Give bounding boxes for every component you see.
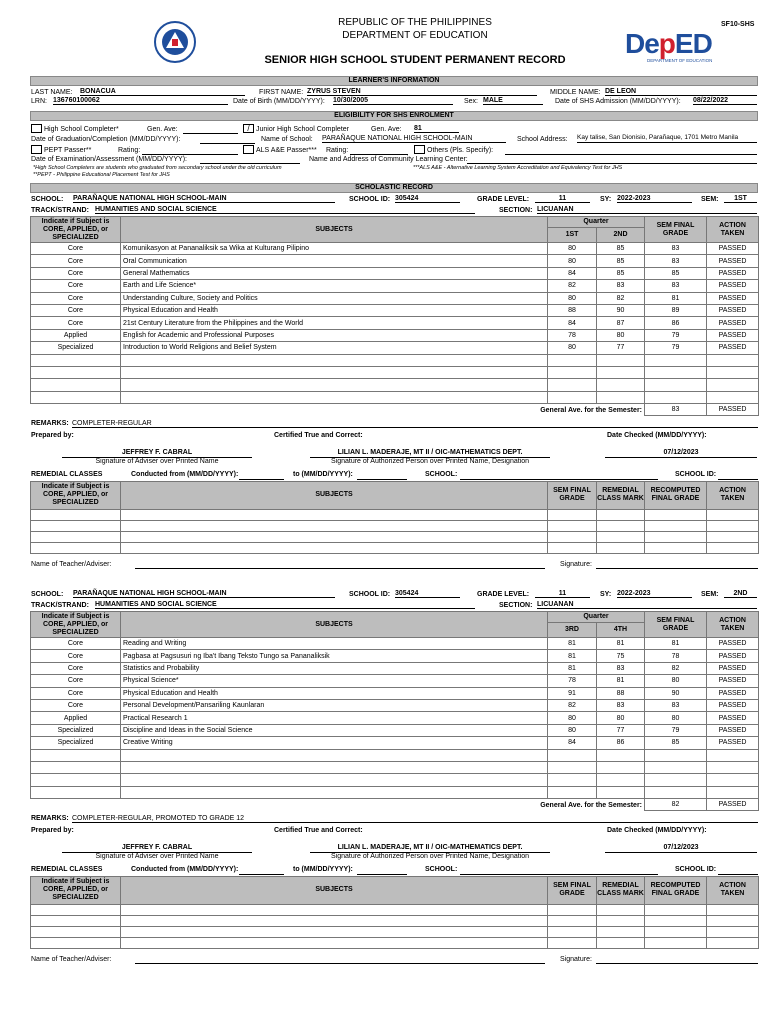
row-action: PASSED	[707, 342, 759, 354]
row-q1: 84	[548, 317, 597, 329]
dob-value: 10/30/2005	[333, 97, 453, 105]
row-q2: 80	[597, 712, 645, 724]
rem-school-label: SCHOOL:	[425, 470, 458, 478]
rem-col-recomputed: RECOMPUTED FINAL GRADE	[645, 481, 707, 509]
jhs-completer-checkbox[interactable]: /	[243, 124, 254, 133]
conducted-label: Conducted from (MM/DD/YYYY):	[131, 470, 239, 478]
row-type: Core	[31, 317, 121, 329]
row-subject: Oral Communication	[121, 255, 548, 267]
row-type: Core	[31, 304, 121, 316]
rating-label-1: Rating:	[118, 147, 141, 154]
row-type: Core	[31, 243, 121, 255]
row-subject: Physical Science*	[121, 675, 548, 687]
date-checked-value: 07/12/2023	[663, 448, 699, 456]
deped-logo: DepED DEPARTMENT OF EDUCATION	[625, 28, 713, 63]
date-checked-label: Date Checked (MM/DD/YYYY):	[607, 826, 707, 834]
signature-label: Signature:	[560, 955, 592, 963]
table-row	[31, 255, 759, 267]
adviser-sig-label: Signature of Adviser over Printed Name	[95, 457, 219, 465]
adviser-sig-label: Signature of Adviser over Printed Name	[95, 852, 219, 860]
school-value: PARAÑAQUE NATIONAL HIGH SCHOOL-MAIN	[73, 590, 335, 598]
row-q2: 83	[597, 662, 645, 674]
sex-value: MALE	[483, 97, 543, 105]
row-subject: Physical Education and Health	[121, 304, 548, 316]
col-action: ACTION TAKEN	[707, 612, 759, 638]
row-subject: 21st Century Literature from the Philippines and the World	[121, 317, 548, 329]
department-heading: DEPARTMENT OF EDUCATION	[342, 30, 488, 41]
row-q1: 80	[548, 712, 597, 724]
dob-label: Date of Birth (MM/DD/YYYY):	[233, 98, 325, 105]
remedial-table	[30, 481, 759, 554]
remarks-label: REMARKS:	[31, 419, 69, 427]
row-q1: 82	[548, 280, 597, 292]
empty-row	[31, 379, 759, 391]
row-subject: Discipline and Ideas in the Social Science	[121, 724, 548, 736]
auth-sig-label: Signature of Authorized Person over Printed Name, Designation	[330, 852, 530, 860]
row-subject: Pagbasa at Pagsusuri ng Iba't Ibang Teksto Tungo sa Pananaliksik	[121, 650, 548, 662]
gen-ave-label-1: Gen. Ave:	[147, 126, 178, 133]
note-als: ***ALS A&E - Alternative Learning System Accreditation and Equivalency Test for JHS	[413, 165, 623, 171]
row-subject: Personal Development/Pansariling Kaunlaran	[121, 699, 548, 711]
als-checkbox[interactable]	[243, 145, 254, 154]
table-row	[31, 650, 759, 662]
rem-col-recomputed: RECOMPUTED FINAL GRADE	[645, 876, 707, 904]
row-type: Applied	[31, 712, 121, 724]
row-action: PASSED	[707, 675, 759, 687]
row-final: 83	[645, 255, 707, 267]
rem-col-action: ACTION TAKEN	[707, 481, 759, 509]
rem-col-remedial-mark: REMEDIAL CLASS MARK	[597, 481, 645, 509]
page-title: SENIOR HIGH SCHOOL STUDENT PERMANENT RECORD	[264, 54, 566, 66]
admission-label: Date of SHS Admission (MM/DD/YYYY):	[555, 98, 681, 105]
row-q1: 88	[548, 304, 597, 316]
grade-level-label: GRADE LEVEL:	[477, 591, 530, 598]
row-subject: Komunikasyon at Pananaliksik sa Wika at Kulturang Pilipino	[121, 243, 548, 255]
remedial-row	[31, 520, 759, 531]
sy-label: SY:	[600, 196, 612, 203]
row-q2: 77	[597, 724, 645, 736]
empty-row	[31, 749, 759, 761]
grades-table	[30, 216, 759, 416]
table-row	[31, 724, 759, 736]
sy-value: 2022-2023	[617, 590, 692, 598]
remedial-table	[30, 876, 759, 949]
row-final: 81	[645, 638, 707, 650]
track-value: HUMANITIES AND SOCIAL SCIENCE	[95, 206, 475, 214]
remedial-row	[31, 915, 759, 926]
table-row	[31, 662, 759, 674]
rem-col-remedial-mark: REMEDIAL CLASS MARK	[597, 876, 645, 904]
row-q2: 82	[597, 292, 645, 304]
row-type: Core	[31, 255, 121, 267]
grade-level-label: GRADE LEVEL:	[477, 196, 530, 203]
row-action: PASSED	[707, 317, 759, 329]
to-label: to (MM/DD/YYYY):	[293, 470, 353, 478]
others-checkbox[interactable]	[414, 145, 425, 154]
row-final: 83	[645, 699, 707, 711]
admission-value: 08/22/2022	[693, 97, 757, 105]
row-q2: 85	[597, 267, 645, 279]
row-q2: 77	[597, 342, 645, 354]
row-q2: 86	[597, 737, 645, 749]
section-value: LICUANAN	[537, 206, 757, 214]
signature-label: Signature:	[560, 560, 592, 568]
row-q1: 82	[548, 699, 597, 711]
row-action: PASSED	[707, 280, 759, 292]
row-type: Core	[31, 292, 121, 304]
row-type: Specialized	[31, 737, 121, 749]
first-name-label: FIRST NAME:	[259, 89, 304, 96]
row-q2: 83	[597, 280, 645, 292]
row-final: 89	[645, 304, 707, 316]
row-type: Core	[31, 662, 121, 674]
row-q2: 85	[597, 243, 645, 255]
col-q2: 4TH	[597, 623, 645, 638]
row-subject: Understanding Culture, Society and Politics	[121, 292, 548, 304]
row-subject: General Mathematics	[121, 267, 548, 279]
remarks-value: COMPLETER-REGULAR	[72, 419, 152, 427]
to-label: to (MM/DD/YYYY):	[293, 865, 353, 873]
school-id-value: 305424	[395, 590, 460, 598]
col-q1: 1ST	[548, 228, 597, 243]
row-type: Core	[31, 699, 121, 711]
row-type: Core	[31, 280, 121, 292]
remedial-row	[31, 542, 759, 553]
col-subjects: SUBJECTS	[121, 612, 548, 638]
teacher-label: Name of Teacher/Adviser:	[31, 955, 112, 963]
table-row	[31, 280, 759, 292]
row-final: 83	[645, 243, 707, 255]
date-checked-label: Date Checked (MM/DD/YYYY):	[607, 431, 707, 439]
row-subject: Earth and Life Science*	[121, 280, 548, 292]
col-action: ACTION TAKEN	[707, 217, 759, 243]
sy-value: 2022-2023	[617, 195, 692, 203]
row-final: 81	[645, 292, 707, 304]
remedial-row	[31, 509, 759, 520]
row-action: PASSED	[707, 243, 759, 255]
prepared-label: Prepared by:	[31, 431, 74, 439]
row-final: 79	[645, 329, 707, 341]
row-final: 85	[645, 737, 707, 749]
table-row	[31, 267, 759, 279]
row-q2: 88	[597, 687, 645, 699]
sem-value: 1ST	[724, 195, 757, 203]
section-value: LICUANAN	[537, 601, 757, 609]
school-address-value: Kay talise, San Dionisio, Parañaque, 1701 Metro Manila	[577, 135, 757, 143]
prepared-label: Prepared by:	[31, 826, 74, 834]
row-q1: 81	[548, 638, 597, 650]
sem-value: 2ND	[724, 590, 757, 598]
row-q2: 81	[597, 675, 645, 687]
eligibility-bar: ELIGIBILITY FOR SHS ENROLMENT	[30, 111, 758, 121]
row-q2: 90	[597, 304, 645, 316]
row-q1: 80	[548, 724, 597, 736]
rem-col-action: ACTION TAKEN	[707, 876, 759, 904]
grades-table	[30, 611, 759, 811]
row-q2: 85	[597, 255, 645, 267]
row-action: PASSED	[707, 329, 759, 341]
rem-col-subjects: SUBJECTS	[121, 876, 548, 904]
sem-label: SEM:	[701, 591, 719, 598]
row-subject: English for Academic and Professional Purposes	[121, 329, 548, 341]
row-q1: 78	[548, 675, 597, 687]
teacher-label: Name of Teacher/Adviser:	[31, 560, 112, 568]
table-row	[31, 687, 759, 699]
empty-row	[31, 761, 759, 773]
row-q1: 81	[548, 650, 597, 662]
track-label: TRACK/STRAND:	[31, 207, 89, 214]
rem-school-label: SCHOOL:	[425, 865, 458, 873]
rem-col-sem-final: SEM FINAL GRADE	[548, 876, 597, 904]
rem-school-id-label: SCHOOL ID:	[675, 470, 717, 478]
rem-col-sem-final: SEM FINAL GRADE	[548, 481, 597, 509]
row-type: Core	[31, 267, 121, 279]
row-subject: Reading and Writing	[121, 638, 548, 650]
row-q1: 80	[548, 342, 597, 354]
table-row	[31, 317, 759, 329]
row-q1: 84	[548, 267, 597, 279]
gen-ave-action: PASSED	[707, 404, 759, 416]
row-subject: Physical Education and Health	[121, 687, 548, 699]
col-indicate: Indicate if Subject is CORE, APPLIED, or SPECIALIZED	[31, 612, 121, 638]
row-action: PASSED	[707, 737, 759, 749]
row-action: PASSED	[707, 638, 759, 650]
row-subject: Practical Research 1	[121, 712, 548, 724]
col-q2: 2ND	[597, 228, 645, 243]
rem-col-indicate: Indicate if Subject is CORE, APPLIED, or SPECIALIZED	[31, 481, 121, 509]
grade-level-value: 11	[535, 195, 590, 203]
table-row	[31, 737, 759, 749]
gen-ave-row	[31, 404, 759, 416]
table-row	[31, 304, 759, 316]
hs-completer-label: High School Completer*	[44, 126, 119, 133]
rem-col-indicate: Indicate if Subject is CORE, APPLIED, or SPECIALIZED	[31, 876, 121, 904]
empty-row	[31, 774, 759, 786]
deped-seal	[143, 21, 207, 63]
row-action: PASSED	[707, 267, 759, 279]
lrn-value: 136760100062	[53, 97, 228, 105]
remarks-label: REMARKS:	[31, 814, 69, 822]
row-final: 79	[645, 724, 707, 736]
lrn-label: LRN:	[31, 98, 47, 105]
last-name-label: LAST NAME:	[31, 89, 73, 96]
jhs-completer-label: Junior High School Completer	[256, 126, 349, 133]
row-subject: Introduction to World Religions and Belief System	[121, 342, 548, 354]
row-q2: 80	[597, 329, 645, 341]
row-type: Core	[31, 638, 121, 650]
remedial-row	[31, 926, 759, 937]
certified-label: Certified True and Correct:	[274, 431, 363, 439]
row-final: 86	[645, 317, 707, 329]
row-type: Applied	[31, 329, 121, 341]
empty-row	[31, 391, 759, 403]
remedial-row	[31, 937, 759, 948]
table-row	[31, 342, 759, 354]
row-final: 80	[645, 675, 707, 687]
row-type: Specialized	[31, 724, 121, 736]
empty-row	[31, 786, 759, 798]
rating-label-2: Rating:	[326, 147, 349, 154]
col-indicate: Indicate if Subject is CORE, APPLIED, or SPECIALIZED	[31, 217, 121, 243]
track-label: TRACK/STRAND:	[31, 602, 89, 609]
learner-info-bar: LEARNER'S INFORMATION	[30, 76, 758, 86]
row-q1: 91	[548, 687, 597, 699]
table-row	[31, 329, 759, 341]
school-id-value: 305424	[395, 195, 460, 203]
table-row	[31, 712, 759, 724]
certified-label: Certified True and Correct:	[274, 826, 363, 834]
row-final: 82	[645, 662, 707, 674]
last-name-value: BONACUA	[80, 88, 245, 96]
row-final: 90	[645, 687, 707, 699]
scholastic-bar: SCHOLASTIC RECORD	[30, 183, 758, 193]
row-action: PASSED	[707, 292, 759, 304]
track-value: HUMANITIES AND SOCIAL SCIENCE	[95, 601, 475, 609]
empty-row	[31, 354, 759, 366]
gen-ave-row	[31, 799, 759, 811]
school-value: PARAÑAQUE NATIONAL HIGH SCHOOL-MAIN	[73, 195, 335, 203]
form-code: SF10-SHS	[721, 21, 755, 28]
als-label: ALS A&E Passer***	[256, 147, 317, 154]
rem-col-subjects: SUBJECTS	[121, 481, 548, 509]
school-label: SCHOOL:	[31, 196, 64, 203]
row-q2: 81	[597, 638, 645, 650]
table-row	[31, 243, 759, 255]
row-type: Core	[31, 675, 121, 687]
row-action: PASSED	[707, 650, 759, 662]
gen-ave-value: 82	[645, 799, 707, 811]
row-action: PASSED	[707, 662, 759, 674]
gen-ave-label: General Ave. for the Semester:	[31, 404, 645, 416]
col-sem-final: SEM FINAL GRADE	[645, 217, 707, 243]
hs-completer-checkbox[interactable]	[31, 124, 42, 133]
row-action: PASSED	[707, 724, 759, 736]
row-action: PASSED	[707, 687, 759, 699]
date-checked-value: 07/12/2023	[663, 843, 699, 851]
row-q1: 80	[548, 255, 597, 267]
row-final: 80	[645, 712, 707, 724]
table-row	[31, 638, 759, 650]
gen-ave-value: 81	[414, 125, 459, 133]
gen-ave-action: PASSED	[707, 799, 759, 811]
conducted-label: Conducted from (MM/DD/YYYY):	[131, 865, 239, 873]
others-label: Others (Pls. Specify):	[427, 147, 494, 154]
certifier-name: LILIAN L. MADERAJE, MT II / OIC-MATHEMATICS DEPT.	[337, 448, 523, 456]
note-hs-completer: *High School Completers are students who graduated from secondary school under the old curriculum	[33, 165, 282, 171]
col-subjects: SUBJECTS	[121, 217, 548, 243]
middle-name-value: DE LEON	[605, 88, 757, 96]
row-q2: 87	[597, 317, 645, 329]
remedial-row	[31, 904, 759, 915]
row-final: 83	[645, 280, 707, 292]
col-quarter: Quarter	[548, 217, 645, 228]
grad-date-label: Date of Graduation/Completion (MM/DD/YYYY):	[31, 136, 181, 143]
republic-heading: REPUBLIC OF THE PHILIPPINES	[338, 17, 492, 28]
remedial-row	[31, 531, 759, 542]
first-name-value: ZYRUS STEVEN	[307, 88, 537, 96]
col-quarter: Quarter	[548, 612, 645, 623]
row-action: PASSED	[707, 699, 759, 711]
row-q2: 75	[597, 650, 645, 662]
row-q1: 81	[548, 662, 597, 674]
row-type: Specialized	[31, 342, 121, 354]
section-label: SECTION:	[499, 602, 533, 609]
pept-label: PEPT Passer**	[44, 147, 92, 154]
school-name-value: PARAÑAQUE NATIONAL HIGH SCHOOL-MAIN	[322, 135, 506, 143]
row-subject: Statistics and Probability	[121, 662, 548, 674]
table-row	[31, 699, 759, 711]
school-id-label: SCHOOL ID:	[349, 196, 391, 203]
sem-label: SEM:	[701, 196, 719, 203]
row-action: PASSED	[707, 712, 759, 724]
row-final: 78	[645, 650, 707, 662]
col-sem-final: SEM FINAL GRADE	[645, 612, 707, 638]
remedial-label: REMEDIAL CLASSES	[31, 865, 103, 873]
adviser-name: JEFFREY F. CABRAL	[121, 843, 193, 851]
empty-row	[31, 366, 759, 378]
row-q1: 78	[548, 329, 597, 341]
auth-sig-label: Signature of Authorized Person over Printed Name, Designation	[330, 457, 530, 465]
row-q1: 84	[548, 737, 597, 749]
gen-ave-value: 83	[645, 404, 707, 416]
note-pept: **PEPT - Philippine Educational Placement Test for JHS	[33, 172, 170, 178]
gen-ave-label-2: Gen. Ave:	[371, 126, 402, 133]
row-final: 79	[645, 342, 707, 354]
adviser-name: JEFFREY F. CABRAL	[121, 448, 193, 456]
remedial-label: REMEDIAL CLASSES	[31, 470, 103, 478]
row-action: PASSED	[707, 255, 759, 267]
sex-label: Sex:	[464, 98, 479, 105]
col-q1: 3RD	[548, 623, 597, 638]
pept-checkbox[interactable]	[31, 145, 42, 154]
middle-name-label: MIDDLE NAME:	[550, 89, 601, 96]
row-final: 85	[645, 267, 707, 279]
row-q1: 80	[548, 292, 597, 304]
certifier-name: LILIAN L. MADERAJE, MT II / OIC-MATHEMATICS DEPT.	[337, 843, 523, 851]
exam-date-label: Date of Examination/Assessment (MM/DD/YYYY):	[31, 156, 187, 163]
row-q1: 80	[548, 243, 597, 255]
row-subject: Creative Writing	[121, 737, 548, 749]
school-label: SCHOOL:	[31, 591, 64, 598]
remarks-value: COMPLETER-REGULAR, PROMOTED TO GRADE 12	[72, 814, 245, 822]
school-address-label: School Address:	[517, 136, 568, 143]
sy-label: SY:	[600, 591, 612, 598]
row-action: PASSED	[707, 304, 759, 316]
rem-school-id-label: SCHOOL ID:	[675, 865, 717, 873]
section-label: SECTION:	[499, 207, 533, 214]
clc-label: Name and Address of Community Learning Center:	[309, 156, 468, 163]
table-row	[31, 675, 759, 687]
table-row	[31, 292, 759, 304]
school-id-label: SCHOOL ID:	[349, 591, 391, 598]
row-type: Core	[31, 687, 121, 699]
school-name-label: Name of School:	[261, 136, 313, 143]
gen-ave-label: General Ave. for the Semester:	[31, 799, 645, 811]
row-q2: 83	[597, 699, 645, 711]
grade-level-value: 11	[535, 590, 590, 598]
row-type: Core	[31, 650, 121, 662]
